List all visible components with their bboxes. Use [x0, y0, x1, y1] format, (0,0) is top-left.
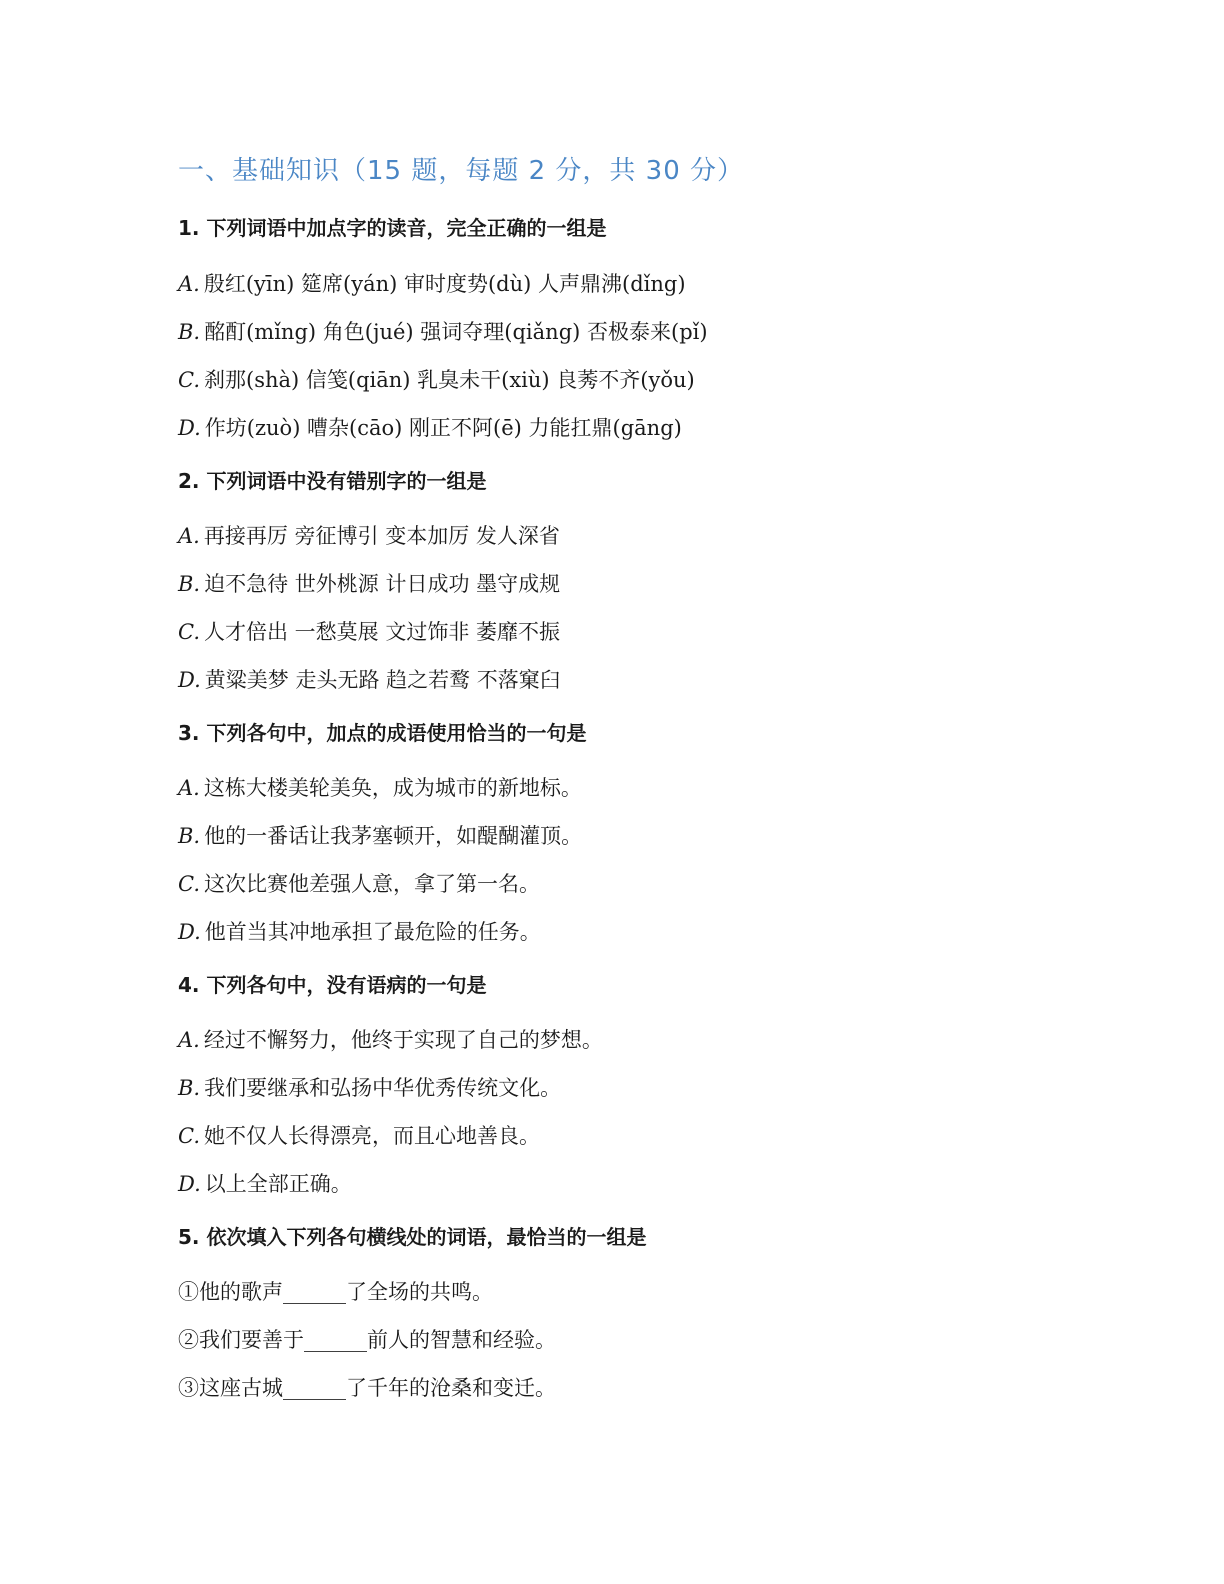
question-2-option-b	[178, 570, 560, 598]
option-text: 以上全部正确。	[204, 1172, 352, 1196]
option-text: 经过不懈努力，他终于实现了自己的梦想。	[203, 1028, 603, 1052]
option-letter: D.	[178, 416, 201, 440]
question-2-option-a	[178, 522, 560, 550]
option-letter: C.	[178, 620, 200, 644]
question-3-option-b	[178, 822, 582, 850]
question-4-stem: 4. 下列各句中，没有语病的一句是	[178, 973, 487, 997]
option-letter: C.	[178, 872, 200, 896]
option-text: 殷红(yīn) 筵席(yán) 审时度势(dù) 人声鼎沸(dǐng)	[203, 272, 686, 296]
question-4-option-b	[178, 1074, 561, 1102]
option-text: 酩酊(mǐng) 角色(jué) 强词夺理(qiǎng) 否极泰来(pǐ)	[204, 320, 708, 344]
option-text: 黄粱美梦 走头无路 趋之若鹜 不落窠臼	[204, 668, 561, 692]
question-2-option-c	[178, 618, 560, 646]
question-4-option-a	[178, 1026, 603, 1054]
question-4-option-d	[178, 1170, 352, 1198]
option-text: 他的一番话让我茅塞顿开，如醍醐灌顶。	[204, 824, 583, 848]
question-1-option-a	[178, 270, 686, 298]
option-letter: D.	[178, 1172, 201, 1196]
option-letter: B.	[178, 320, 201, 344]
option-letter: B.	[178, 824, 201, 848]
option-text: 作坊(zuò) 嘈杂(cāo) 刚正不阿(ē) 力能扛鼎(gāng)	[204, 416, 682, 440]
option-text: 这次比赛他差强人意，拿了第一名。	[204, 872, 540, 896]
option-letter: A.	[178, 524, 200, 548]
question-3-option-c	[178, 870, 540, 898]
question-5-stem: 5. 依次填入下列各句横线处的词语，最恰当的一组是	[178, 1225, 647, 1249]
option-text: 刹那(shà) 信笺(qiān) 乳臭未干(xiù) 良莠不齐(yǒu)	[204, 368, 695, 392]
question-1-option-b	[178, 318, 708, 346]
section-title: 一、基础知识（15 题，每题 2 分，共 30 分）	[178, 156, 745, 186]
option-text: 人才倍出 一愁莫展 文过饰非 萎靡不振	[204, 620, 561, 644]
question-2-stem: 2. 下列词语中没有错别字的一组是	[178, 469, 487, 493]
option-letter: C.	[178, 368, 200, 392]
option-letter: A.	[178, 1028, 200, 1052]
question-1-option-c	[178, 366, 695, 394]
question-3-stem: 3. 下列各句中，加点的成语使用恰当的一句是	[178, 721, 587, 745]
option-letter: B.	[178, 1076, 201, 1100]
option-letter: A.	[178, 272, 200, 296]
option-letter: D.	[178, 668, 201, 692]
option-text: 我们要继承和弘扬中华优秀传统文化。	[204, 1076, 562, 1100]
question-4-option-c	[178, 1122, 540, 1150]
question-5-sentence-1: ①他的歌声______了全场的共鸣。	[178, 1280, 493, 1304]
question-3-option-d	[178, 918, 541, 946]
question-2-option-d	[178, 666, 561, 694]
option-text: 他首当其冲地承担了最危险的任务。	[204, 920, 541, 944]
question-3-option-a	[178, 774, 582, 802]
question-1-stem: 1. 下列词语中加点字的读音，完全正确的一组是	[178, 216, 607, 240]
question-5-sentence-3: ③这座古城______了千年的沧桑和变迁。	[178, 1376, 556, 1400]
option-letter: C.	[178, 1124, 200, 1148]
option-letter: A.	[178, 776, 200, 800]
question-1-option-d	[178, 414, 682, 442]
option-text: 再接再厉 旁征博引 变本加厉 发人深省	[203, 524, 560, 548]
question-5-sentence-2: ②我们要善于______前人的智慧和经验。	[178, 1328, 556, 1352]
option-text: 迫不急待 世外桃源 计日成功 墨守成规	[204, 572, 561, 596]
option-letter: B.	[178, 572, 201, 596]
option-text: 她不仅人长得漂亮，而且心地善良。	[204, 1124, 540, 1148]
option-text: 这栋大楼美轮美奂，成为城市的新地标。	[203, 776, 582, 800]
option-letter: D.	[178, 920, 201, 944]
